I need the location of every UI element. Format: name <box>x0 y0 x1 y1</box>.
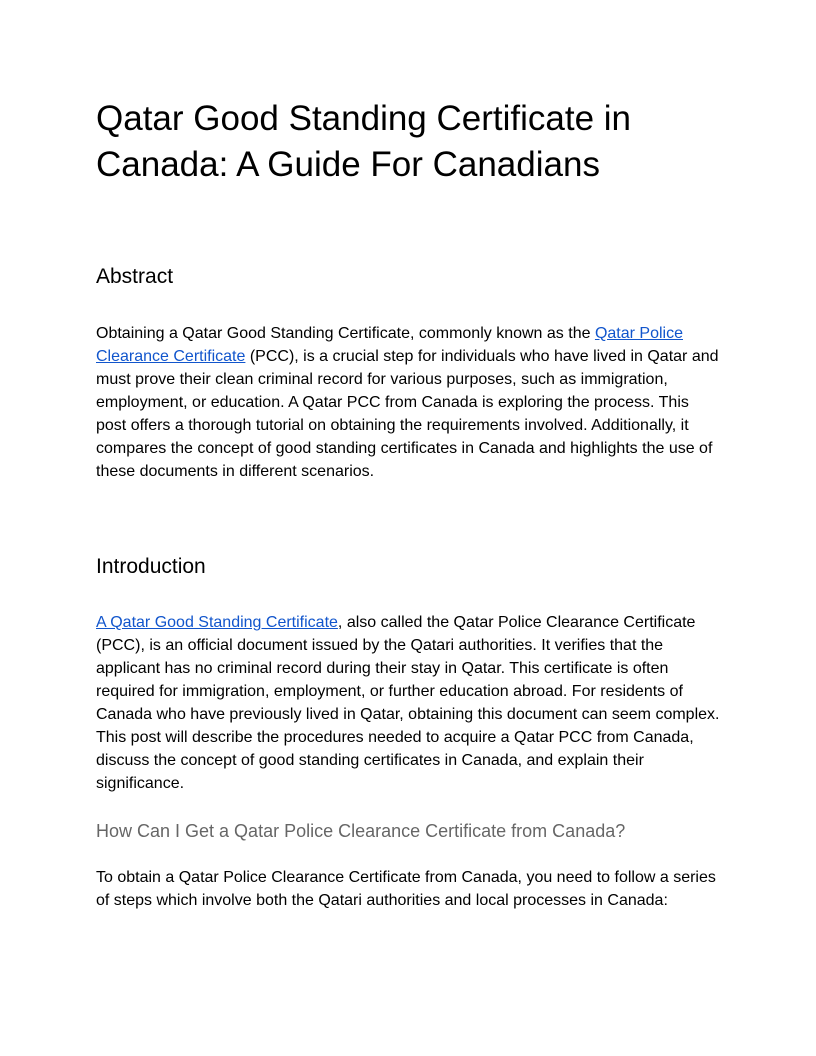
introduction-text-after-link: , also called the Qatar Police Clearance Certificate (PCC), is an official document issued by the Qatari authorities. It verifies that the applicant has no criminal record during their stay in Qatar. This certificate is often required for immigration, employment, or further education abroad. For residents of Canada who have previously lived in Qatar, obtaining this document can seem complex. This post will describe the procedures needed to acquire a Qatar PCC from Canada, discuss the concept of good standing certificates in Canada, and explain their significance. <box>96 614 720 792</box>
how-to-get-pcc-heading: How Can I Get a Qatar Police Clearance Certificate from Canada? <box>96 821 626 841</box>
abstract-paragraph <box>96 322 720 483</box>
how-to-get-pcc-paragraph: To obtain a Qatar Police Clearance Certificate from Canada, you need to follow a series of steps which involve both the Qatari authorities and local processes in Canada: <box>96 869 716 909</box>
abstract-text-before-link: Obtaining a Qatar Good Standing Certificate, commonly known as the <box>96 325 595 342</box>
introduction-paragraph <box>96 611 720 795</box>
abstract-text-after-link: (PCC), is a crucial step for individuals who have lived in Qatar and must prove their clean criminal record for various purposes, such as immigration, employment, or education. A Qatar PCC from Canada is exploring the process. This post offers a thorough tutorial on obtaining the requirements involved. Additionally, it compares the concept of good standing certificates in Canada and highlights the use of these documents in different scenarios. <box>96 348 719 480</box>
abstract-heading: Abstract <box>96 265 174 288</box>
qatar-good-standing-link[interactable]: A Qatar Good Standing Certificate <box>96 614 338 631</box>
introduction-heading: Introduction <box>96 555 206 578</box>
qatar-pcc-link[interactable]: Qatar Police Clearance Certificate <box>96 325 683 365</box>
document-title: Qatar Good Standing Certificate in Canada: A Guide For Canadians <box>96 99 632 184</box>
